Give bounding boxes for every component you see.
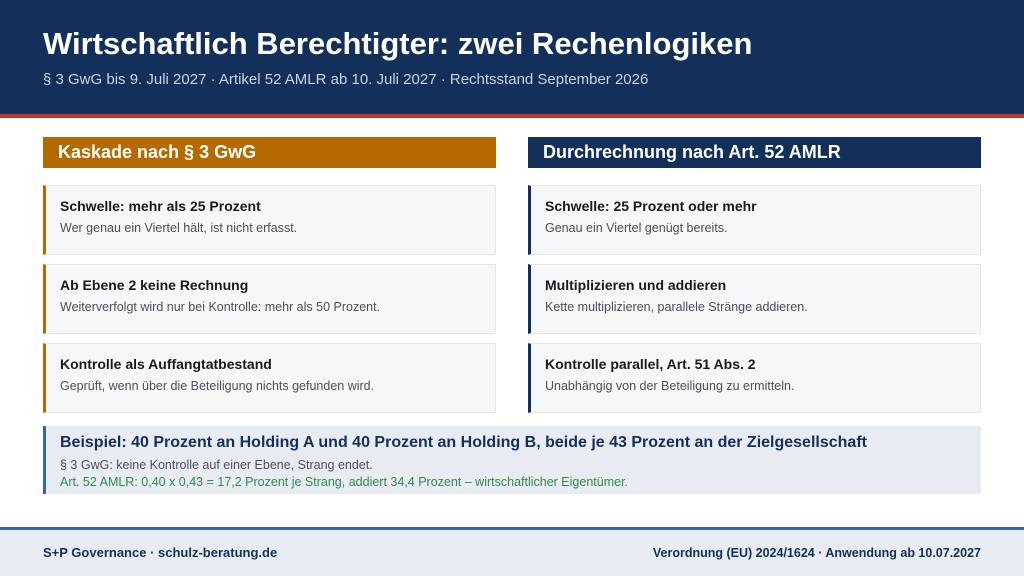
amlr-card-multiply xyxy=(528,264,981,334)
right-column-heading: Durchrechnung nach Art. 52 AMLR xyxy=(528,137,981,168)
header-accent-stripe xyxy=(0,114,1024,118)
example-title: Beispiel: 40 Prozent an Holding A und 40 Prozent an Holding B, beide je 43 Prozent an der Zielgesellschaft xyxy=(60,434,867,451)
card-title: Multiplizieren und addieren xyxy=(545,277,727,293)
card-title: Schwelle: 25 Prozent oder mehr xyxy=(545,198,757,214)
card-text: Weiterverfolgt wird nur bei Kontrolle: mehr als 50 Prozent. xyxy=(60,300,381,314)
amlr-card-threshold xyxy=(528,185,981,255)
page-subtitle: § 3 GwG bis 9. Juli 2027 · Artikel 52 AMLR ab 10. Juli 2027 · Rechtsstand September 2026 xyxy=(43,71,649,88)
example-amlr-line: Art. 52 AMLR: 0,40 x 0,43 = 17,2 Prozent je Strang, addiert 34,4 Prozent – wirtschaftlicher Eigentümer. xyxy=(60,475,629,489)
amlr-card-control xyxy=(528,343,981,413)
gwg-card-threshold xyxy=(43,185,496,255)
card-text: Kette multiplizieren, parallele Stränge addieren. xyxy=(545,300,808,314)
footer-regulation: Verordnung (EU) 2024/1624 · Anwendung ab 10.07.2027 xyxy=(652,546,981,560)
example-gwg-line: § 3 GwG: keine Kontrolle auf einer Ebene, Strang endet. xyxy=(60,458,373,472)
header-bar xyxy=(0,0,1024,114)
card-title: Ab Ebene 2 keine Rechnung xyxy=(60,277,249,293)
card-title: Kontrolle als Auffangtatbestand xyxy=(60,356,272,372)
footer-brand: S+P Governance · schulz-beratung.de xyxy=(43,545,278,560)
footer-bar xyxy=(0,527,1024,576)
gwg-card-control xyxy=(43,343,496,413)
card-title: Schwelle: mehr als 25 Prozent xyxy=(60,198,261,214)
page-title: Wirtschaftlich Berechtigter: zwei Rechenlogiken xyxy=(43,26,753,61)
example-box xyxy=(43,426,981,494)
left-column-heading: Kaskade nach § 3 GwG xyxy=(43,137,496,168)
card-text: Unabhängig von der Beteiligung zu ermitteln. xyxy=(545,379,795,393)
card-text: Genau ein Viertel genügt bereits. xyxy=(545,221,728,235)
card-title: Kontrolle parallel, Art. 51 Abs. 2 xyxy=(545,356,756,372)
gwg-card-level-two xyxy=(43,264,496,334)
card-text: Geprüft, wenn über die Beteiligung nichts gefunden wird. xyxy=(60,379,375,393)
card-text: Wer genau ein Viertel hält, ist nicht erfasst. xyxy=(60,221,298,235)
